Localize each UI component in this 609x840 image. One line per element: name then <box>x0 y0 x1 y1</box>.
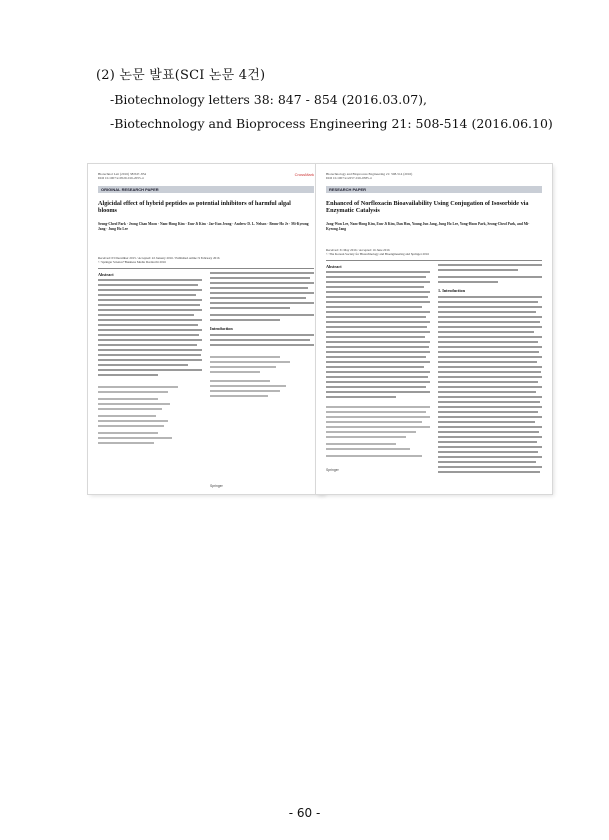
publication-line-1: -Biotechnology letters 38: 847 - 854 (2016.03.07), <box>110 92 427 107</box>
divider <box>326 260 542 261</box>
paper-title: Enhanced of Norfloxacin Bioavailability Using Conjugation of Isosorbide via Enzymatic Catalysis <box>326 200 529 215</box>
paper-thumbnail-biotech-letters <box>88 164 324 494</box>
section-heading: (2) 논문 발표(SCI 논문 4건) <box>96 68 266 83</box>
journal-citation: Biotechnol Lett (2016) 38:847–854 DOI 10.1007/s10529-016-2055-4 <box>98 172 147 181</box>
section-introduction: Introduction <box>210 326 233 331</box>
publisher-mark: Springer <box>326 468 339 472</box>
received-dates: Received: 03 December 2015 / Accepted: 22 January 2016 / Published online: 9 February 2016 © Springer Science+Business Media Dordrecht 2016 <box>98 256 220 265</box>
journal-citation: Biotechnology and Bioprocess Engineering 21: 508-514 (2016) DOI 10.1007/s12257-016-0385-4 <box>326 172 413 181</box>
article-type-band: RESEARCH PAPER <box>326 186 542 193</box>
page-number: - 60 - <box>288 806 321 820</box>
paper-title: Algicidal effect of hybrid peptides as potential inhibitors of harmful algal blooms <box>98 200 291 215</box>
section-abstract: Abstract <box>98 272 114 277</box>
section-introduction: 1. Introduction <box>438 288 465 293</box>
received-dates: Received: 31 May 2016 / Accepted: 16 June 2016 © The Korean Society for Biotechnology and Bioengineering and Springer 2016 <box>326 248 429 257</box>
article-type-band: ORIGINAL RESEARCH PAPER <box>98 186 314 193</box>
section-abstract: Abstract <box>326 264 342 269</box>
divider <box>98 268 314 269</box>
crossmark-logo: CrossMark <box>294 172 314 177</box>
paper-authors: Jong-Won Lee, Nam-Hong Kim, Eun-Ji Kim, Dan Hou, Young Jun Jang, Jung Ho Lee, Yong-Hoon Park, Seong-Cheol Park, and Mi-Kyeong Jang <box>326 222 530 231</box>
paper-thumbnail-bbe <box>316 164 552 494</box>
publication-line-2: -Biotechnology and Bioprocess Engineering 21: 508-514 (2016.06.10) <box>110 116 553 131</box>
publisher-mark: Springer <box>210 484 223 488</box>
paper-authors: Seong-Cheol Park · Jeong Chan Moon · Nam-Hong Kim · Eun-Ji Kim · Jae-Eun Jeong · Andrew D. L. Nelson · Beom-Ho Je · Mi-Kyeong Jang · Jung Ho Lee <box>98 222 309 231</box>
